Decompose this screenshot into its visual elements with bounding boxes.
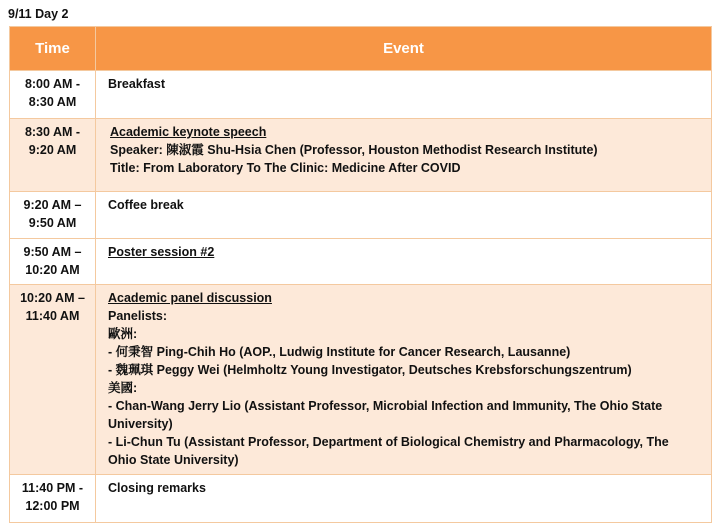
- table-row: [10, 285, 712, 475]
- table-row: [10, 119, 712, 192]
- event-cell: [96, 192, 712, 239]
- time-cell: [10, 475, 96, 523]
- panelist-line-continued: University): [108, 417, 173, 431]
- time-cell: [10, 71, 96, 119]
- time-cell: [10, 239, 96, 285]
- time-cell: [10, 119, 96, 192]
- time-end: 11:40 AM: [25, 309, 80, 323]
- time-start: 10:20 AM –: [20, 291, 85, 305]
- region-label-usa: 美國:: [108, 381, 138, 395]
- time-start: 11:40 PM -: [21, 481, 84, 495]
- time-end: 8:30 AM: [28, 95, 77, 109]
- time-start: 8:00 AM -: [24, 77, 81, 91]
- panelist-line: - 何秉智 Ping-Chih Ho (AOP., Ludwig Institute for Cancer Research, Lausanne): [108, 345, 571, 359]
- talk-title-line: Title: From Laboratory To The Clinic: Medicine After COVID: [110, 161, 461, 175]
- event-title: Breakfast: [108, 77, 165, 91]
- panelist-line: - 魏珮琪 Peggy Wei (Helmholtz Young Investigator, Deutsches Krebsforschungszentrum): [108, 363, 632, 377]
- panelist-line: - Li-Chun Tu (Assistant Professor, Department of Biological Chemistry and Pharmacology, The: [108, 435, 669, 449]
- panelist-line-continued: Ohio State University): [108, 453, 239, 467]
- time-column-header: Time: [10, 27, 96, 71]
- event-cell: [96, 285, 712, 475]
- time-end: 12:00 PM: [25, 499, 80, 513]
- event-cell: [96, 71, 712, 119]
- time-end: 9:50 AM: [28, 216, 77, 230]
- time-start: 9:50 AM –: [23, 245, 82, 259]
- time-cell: [10, 285, 96, 475]
- event-title-link[interactable]: Academic keynote speech: [110, 125, 267, 139]
- time-start: 8:30 AM -: [24, 125, 81, 139]
- event-title: Coffee break: [108, 198, 184, 212]
- table-header-row: [10, 27, 712, 71]
- panelists-label: Panelists:: [108, 309, 168, 323]
- table-row: [10, 71, 712, 119]
- time-start: 9:20 AM –: [23, 198, 82, 212]
- panelist-line: - Chan-Wang Jerry Lio (Assistant Professor, Microbial Infection and Immunity, The Ohio State: [108, 399, 663, 413]
- event-cell: [96, 475, 712, 523]
- event-title: Closing remarks: [108, 481, 206, 495]
- table-row: [10, 192, 712, 239]
- time-end: 9:20 AM: [28, 143, 77, 157]
- schedule-table: [9, 26, 712, 523]
- event-column-header: Event: [96, 27, 712, 71]
- time-cell: [10, 192, 96, 239]
- region-label-europe: 歐洲:: [108, 327, 138, 341]
- event-title-link[interactable]: Poster session #2: [108, 245, 215, 259]
- event-cell: [96, 119, 712, 192]
- event-title-link[interactable]: Academic panel discussion: [108, 291, 272, 305]
- table-row: [10, 475, 712, 523]
- event-cell: [96, 239, 712, 285]
- time-end: 10:20 AM: [25, 263, 80, 277]
- day-title: 9/11 Day 2: [8, 7, 69, 21]
- speaker-line: Speaker: 陳淑霞 Shu-Hsia Chen (Professor, Houston Methodist Research Institute): [110, 143, 598, 157]
- table-row: [10, 239, 712, 285]
